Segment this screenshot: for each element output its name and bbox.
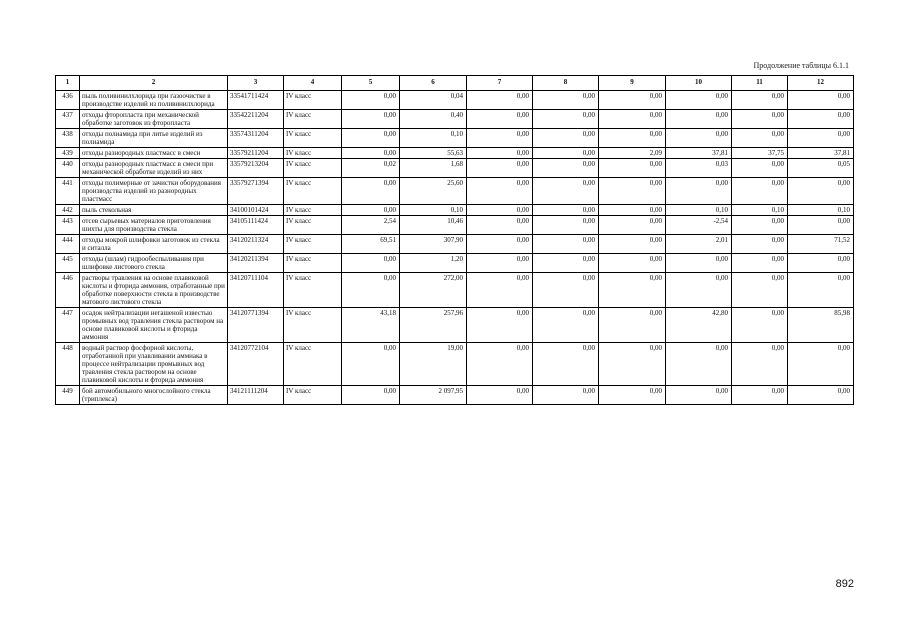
column-header: 5	[342, 76, 400, 91]
value-col-10: 0,00	[666, 386, 732, 405]
fkko-code: 34120211324	[228, 235, 284, 254]
column-header: 2	[80, 76, 228, 91]
value-col-6: 10,46	[400, 216, 467, 235]
value-col-12: 0,05	[788, 159, 854, 178]
value-col-7: 0,00	[467, 386, 533, 405]
column-header: 7	[467, 76, 533, 91]
fkko-code: 34120771394	[228, 308, 284, 343]
value-col-7: 0,00	[467, 273, 533, 308]
column-header: 3	[228, 76, 284, 91]
table-row	[56, 386, 854, 405]
hazard-class: IV класс	[284, 178, 342, 205]
value-col-5: 43,18	[342, 308, 400, 343]
hazard-class: IV класс	[284, 254, 342, 273]
hazard-class: IV класс	[284, 205, 342, 216]
value-col-8: 0,00	[533, 343, 599, 386]
value-col-10: -2,54	[666, 216, 732, 235]
value-col-8: 0,00	[533, 235, 599, 254]
fkko-code: 34120211394	[228, 254, 284, 273]
value-col-9: 0,00	[599, 216, 666, 235]
waste-name: отходы разнородных пластмасс в смеси	[80, 148, 228, 159]
value-col-5: 0,00	[342, 254, 400, 273]
value-col-11: 0,00	[732, 178, 788, 205]
fkko-code: 33579271394	[228, 178, 284, 205]
waste-name: бой автомобильного многослойного стекла (триплекса)	[80, 386, 228, 405]
column-header: 10	[666, 76, 732, 91]
value-col-10: 0,03	[666, 159, 732, 178]
value-col-8: 0,00	[533, 148, 599, 159]
table-row	[56, 178, 854, 205]
page-number: 892	[835, 578, 854, 590]
value-col-9: 0,00	[599, 386, 666, 405]
value-col-8: 0,00	[533, 129, 599, 148]
value-col-11: 0,00	[732, 129, 788, 148]
value-col-10: 37,81	[666, 148, 732, 159]
value-col-6: 307,90	[400, 235, 467, 254]
value-col-5: 0,00	[342, 205, 400, 216]
value-col-9: 0,00	[599, 129, 666, 148]
value-col-11: 0,00	[732, 91, 788, 110]
value-col-7: 0,00	[467, 205, 533, 216]
value-col-5: 0,00	[342, 129, 400, 148]
value-col-5: 0,00	[342, 148, 400, 159]
hazard-class: IV класс	[284, 110, 342, 129]
value-col-11: 0,00	[732, 159, 788, 178]
value-col-6: 25,60	[400, 178, 467, 205]
row-number: 443	[56, 216, 80, 235]
value-col-10: 0,00	[666, 110, 732, 129]
value-col-5: 0,00	[342, 273, 400, 308]
column-header: 1	[56, 76, 80, 91]
table-row	[56, 235, 854, 254]
value-col-5: 0,00	[342, 110, 400, 129]
table-caption: Продолжение таблицы 6.1.1	[753, 61, 849, 70]
value-col-7: 0,00	[467, 110, 533, 129]
value-col-11: 0,00	[732, 254, 788, 273]
value-col-9: 0,00	[599, 254, 666, 273]
row-number: 440	[56, 159, 80, 178]
value-col-7: 0,00	[467, 254, 533, 273]
value-col-7: 0,00	[467, 148, 533, 159]
fkko-code: 33579211204	[228, 148, 284, 159]
fkko-code: 34120772104	[228, 343, 284, 386]
fkko-code: 33574311204	[228, 129, 284, 148]
value-col-10: 0,00	[666, 254, 732, 273]
value-col-11: 0,10	[732, 205, 788, 216]
value-col-6: 55,63	[400, 148, 467, 159]
value-col-9: 0,00	[599, 91, 666, 110]
value-col-12: 0,00	[788, 178, 854, 205]
value-col-11: 0,00	[732, 235, 788, 254]
waste-name: отходы мокрой шлифовки заготовок из стекла и ситалла	[80, 235, 228, 254]
value-col-10: 2,01	[666, 235, 732, 254]
value-col-6: 2 097,95	[400, 386, 467, 405]
value-col-8: 0,00	[533, 386, 599, 405]
hazard-class: IV класс	[284, 216, 342, 235]
value-col-12: 0,00	[788, 343, 854, 386]
value-col-12: 0,00	[788, 386, 854, 405]
value-col-8: 0,00	[533, 91, 599, 110]
value-col-12: 0,00	[788, 254, 854, 273]
value-col-12: 0,00	[788, 273, 854, 308]
value-col-9: 0,00	[599, 178, 666, 205]
value-col-10: 0,00	[666, 91, 732, 110]
waste-name: отходы полимерные от зачистки оборудования производства изделий из разнородных пластмасс	[80, 178, 228, 205]
fkko-code: 33542211204	[228, 110, 284, 129]
value-col-7: 0,00	[467, 129, 533, 148]
header-row	[56, 76, 854, 91]
value-col-11: 37,75	[732, 148, 788, 159]
column-header: 11	[732, 76, 788, 91]
value-col-9: 0,00	[599, 235, 666, 254]
column-header: 4	[284, 76, 342, 91]
hazard-class: IV класс	[284, 235, 342, 254]
value-col-7: 0,00	[467, 178, 533, 205]
value-col-6: 0,40	[400, 110, 467, 129]
value-col-11: 0,00	[732, 343, 788, 386]
value-col-11: 0,00	[732, 273, 788, 308]
table-body	[56, 91, 854, 405]
value-col-8: 0,00	[533, 254, 599, 273]
fkko-code: 34105111424	[228, 216, 284, 235]
value-col-6: 1,68	[400, 159, 467, 178]
row-number: 437	[56, 110, 80, 129]
value-col-5: 0,00	[342, 178, 400, 205]
row-number: 448	[56, 343, 80, 386]
value-col-9: 0,00	[599, 308, 666, 343]
value-col-12: 71,52	[788, 235, 854, 254]
value-col-6: 257,96	[400, 308, 467, 343]
waste-name: водный раствор фосфорной кислоты, отработанной при улавливании аммиака в процессе нейтрализации промывных вод травления стекла раствором на основе плавиковой кислоты и фторида аммония	[80, 343, 228, 386]
table-row	[56, 308, 854, 343]
value-col-7: 0,00	[467, 216, 533, 235]
waste-name: пыль поливинилхлорида при газоочистке в производстве изделий из поливинилхлорида	[80, 91, 228, 110]
value-col-6: 0,10	[400, 129, 467, 148]
fkko-code: 33541711424	[228, 91, 284, 110]
value-col-10: 42,80	[666, 308, 732, 343]
table-row	[56, 91, 854, 110]
waste-name: отходы полиамида при литье изделий из полиамида	[80, 129, 228, 148]
hazard-class: IV класс	[284, 129, 342, 148]
hazard-class: IV класс	[284, 148, 342, 159]
value-col-10: 0,00	[666, 129, 732, 148]
value-col-12: 0,00	[788, 91, 854, 110]
value-col-5: 0,00	[342, 91, 400, 110]
hazard-class: IV класс	[284, 159, 342, 178]
value-col-8: 0,00	[533, 178, 599, 205]
column-header: 8	[533, 76, 599, 91]
value-col-9: 0,00	[599, 159, 666, 178]
waste-name: отходы фторопласта при механической обработке заготовок из фторопласта	[80, 110, 228, 129]
row-number: 449	[56, 386, 80, 405]
row-number: 436	[56, 91, 80, 110]
row-number: 445	[56, 254, 80, 273]
value-col-11: 0,00	[732, 216, 788, 235]
value-col-11: 0,00	[732, 308, 788, 343]
value-col-7: 0,00	[467, 308, 533, 343]
value-col-8: 0,00	[533, 110, 599, 129]
value-col-10: 0,00	[666, 273, 732, 308]
value-col-11: 0,00	[732, 386, 788, 405]
value-col-5: 0,02	[342, 159, 400, 178]
row-number: 442	[56, 205, 80, 216]
hazard-class: IV класс	[284, 343, 342, 386]
value-col-7: 0,00	[467, 235, 533, 254]
value-col-7: 0,00	[467, 159, 533, 178]
value-col-10: 0,10	[666, 205, 732, 216]
value-col-5: 0,00	[342, 343, 400, 386]
fkko-code: 34100101424	[228, 205, 284, 216]
fkko-code: 34120711104	[228, 273, 284, 308]
hazard-class: IV класс	[284, 308, 342, 343]
value-col-10: 0,00	[666, 178, 732, 205]
table-row	[56, 159, 854, 178]
value-col-8: 0,00	[533, 273, 599, 308]
waste-name: осадок нейтрализации негашеной известью промывных вод травления стекла раствором на основе плавиковой кислоты и фторида аммония	[80, 308, 228, 343]
value-col-8: 0,00	[533, 205, 599, 216]
value-col-8: 0,00	[533, 216, 599, 235]
value-col-10: 0,00	[666, 343, 732, 386]
table-row	[56, 205, 854, 216]
value-col-6: 19,00	[400, 343, 467, 386]
fkko-code: 33579213204	[228, 159, 284, 178]
value-col-12: 0,00	[788, 129, 854, 148]
value-col-7: 0,00	[467, 343, 533, 386]
value-col-11: 0,00	[732, 110, 788, 129]
row-number: 438	[56, 129, 80, 148]
waste-name: растворы травления на основе плавиковой кислоты и фторида аммония, отработанные при обработке поверхности стекла в производстве матового листового стекла	[80, 273, 228, 308]
hazard-class: IV класс	[284, 91, 342, 110]
row-number: 441	[56, 178, 80, 205]
hazard-class: IV класс	[284, 273, 342, 308]
waste-name: пыль стекольная	[80, 205, 228, 216]
table-row	[56, 273, 854, 308]
table-row	[56, 148, 854, 159]
value-col-6: 0,04	[400, 91, 467, 110]
table-row	[56, 129, 854, 148]
row-number: 444	[56, 235, 80, 254]
waste-table	[55, 75, 854, 405]
value-col-6: 0,10	[400, 205, 467, 216]
waste-name: отходы разнородных пластмасс в смеси при механической обработке изделий из них	[80, 159, 228, 178]
value-col-9: 0,00	[599, 343, 666, 386]
value-col-9: 0,00	[599, 110, 666, 129]
table-row	[56, 343, 854, 386]
row-number: 447	[56, 308, 80, 343]
value-col-5: 69,51	[342, 235, 400, 254]
value-col-12: 0,00	[788, 110, 854, 129]
waste-name: отходы (шлам) гидрообеспыливания при шлифовке листового стекла	[80, 254, 228, 273]
column-header: 12	[788, 76, 854, 91]
hazard-class: IV класс	[284, 386, 342, 405]
value-col-12: 0,10	[788, 205, 854, 216]
waste-name: отсев сырьевых материалов приготовления шихты для производства стекла	[80, 216, 228, 235]
value-col-7: 0,00	[467, 91, 533, 110]
table-row	[56, 110, 854, 129]
value-col-12: 37,81	[788, 148, 854, 159]
value-col-9: 2,09	[599, 148, 666, 159]
value-col-9: 0,00	[599, 273, 666, 308]
row-number: 446	[56, 273, 80, 308]
value-col-6: 1,20	[400, 254, 467, 273]
value-col-12: 85,98	[788, 308, 854, 343]
table-row	[56, 216, 854, 235]
value-col-8: 0,00	[533, 159, 599, 178]
row-number: 439	[56, 148, 80, 159]
value-col-5: 2,54	[342, 216, 400, 235]
column-header: 6	[400, 76, 467, 91]
value-col-12: 0,00	[788, 216, 854, 235]
value-col-5: 0,00	[342, 386, 400, 405]
table-row	[56, 254, 854, 273]
fkko-code: 34121111204	[228, 386, 284, 405]
column-header: 9	[599, 76, 666, 91]
value-col-8: 0,00	[533, 308, 599, 343]
value-col-6: 272,00	[400, 273, 467, 308]
value-col-9: 0,00	[599, 205, 666, 216]
